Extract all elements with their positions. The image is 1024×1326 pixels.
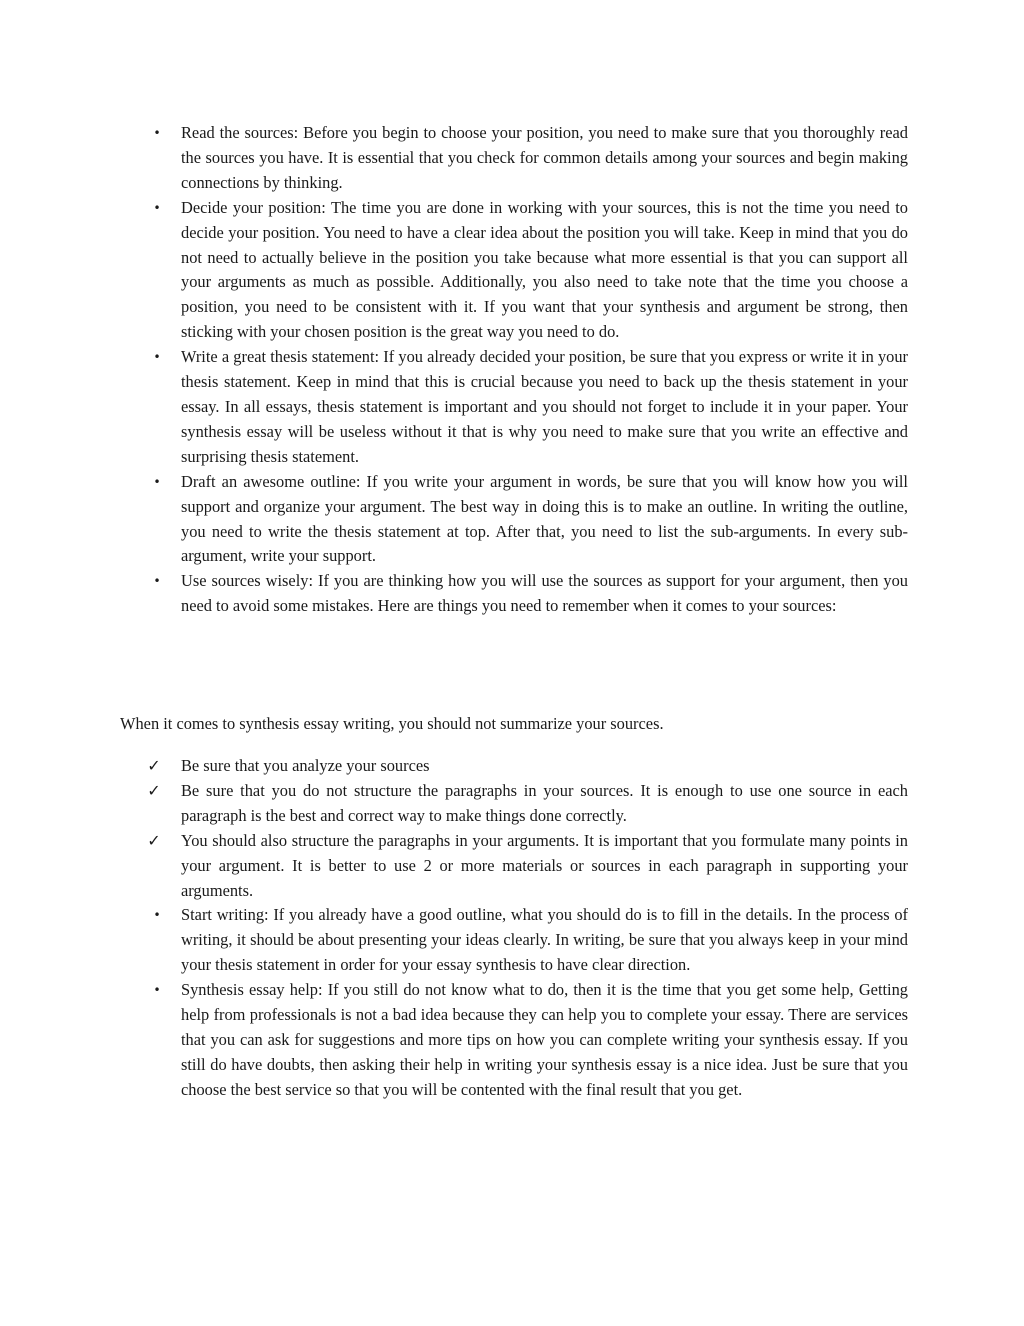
bullet-icon: •	[153, 126, 161, 140]
list-item-text: Write a great thesis statement: If you already decided your position, be sure that you express or write it in your thesis statement. Keep in mind that this is crucial because you need to back up the thesis statement in your essay. In all essays, thesis statement is important and you should not forget to include it in your paper. Your synthesis essay will be useless without it that is why you need to make sure that you write an effective and surprising thesis statement.	[181, 347, 908, 466]
list-item-text: Use sources wisely: If you are thinking how you will use the sources as support for your argument, then you need to avoid some mistakes. Here are things you need to remember when it comes to your sources:	[181, 571, 908, 616]
bullet-icon: •	[153, 983, 161, 998]
list-item	[153, 569, 908, 619]
bullet-icon: •	[153, 200, 161, 215]
checklist-item	[147, 754, 908, 779]
list-item-text: Be sure that you analyze your sources	[181, 756, 430, 775]
checkmark-icon: ✓	[147, 780, 161, 800]
list-item-text: Start writing: If you already have a good outline, what you should do is to fill in the details. In the process of writing, it should be about presenting your ideas clearly. In writing, be sure that you always keep in your mind your thesis statement in order for your essay synthesis to have clear direction.	[181, 905, 908, 975]
list-item-text: Read the sources: Before you begin to choose your position, you need to make sure that you thoroughly read the sources you have. It is essential that you check for common details among your sources and begin making connections by thinking.	[181, 123, 908, 192]
list-item-text: Decide your position: The time you are done in working with your sources, this is not the time you need to decide your position. You need to have a clear idea about the position you will take. Keep in mind that you do not need to actually believe in the position you take because what more essential is that you can support all your arguments as much as possible. Additionally, you also need to take note that the time you choose a position, you need to be consistent with it. If you want that your synthesis and argument be strong, then sticking with your chosen position is the great way you need to do.	[181, 197, 908, 342]
list-item	[153, 978, 908, 1103]
list-item	[153, 345, 908, 470]
checklist-item	[147, 829, 908, 904]
checkmark-icon: ✓	[147, 756, 161, 775]
checklist-item	[147, 779, 908, 829]
checkmark-icon: ✓	[147, 830, 161, 850]
list-item	[153, 470, 908, 570]
list-item	[153, 196, 908, 345]
bullet-icon: •	[153, 350, 161, 365]
list-item-text: Draft an awesome outline: If you write your argument in words, be sure that you will know how you will support and organize your argument. The best way in doing this is to make an outline. In writing the outline, you need to write the thesis statement at top. After that, you need to list the sub-arguments. In every sub-argument, write your support.	[181, 471, 908, 566]
list-item-text: You should also structure the paragraphs in your arguments. It is important that you formulate many points in your argument. It is better to use 2 or more materials or sources in each paragraph in supporting your arguments.	[181, 830, 908, 900]
list-item	[153, 121, 908, 196]
bullet-icon: •	[153, 574, 161, 589]
tips-bullet-list	[153, 121, 908, 619]
bullet-icon: •	[153, 474, 161, 489]
sources-list	[147, 754, 908, 1103]
bullet-icon: •	[153, 908, 161, 923]
list-item-text: Synthesis essay help: If you still do not know what to do, then it is the time that you get some help, Getting help from professionals is not a bad idea because they can help you to complete your essay. There are services that you can ask for suggestions and more tips on how you can complete writing your synthesis essay. If you still do have doubts, then asking their help in writing your synthesis essay is a nice idea. Just be sure that you choose the best service so that you will be contented with the final result that you get.	[181, 980, 908, 1099]
list-item	[153, 903, 908, 978]
list-item-text: Be sure that you do not structure the paragraphs in your sources. It is enough to use one source in each paragraph is the best and correct way to make things done correctly.	[181, 780, 908, 825]
body-paragraph: When it comes to synthesis essay writing, you should not summarize your sources.	[120, 714, 664, 733]
